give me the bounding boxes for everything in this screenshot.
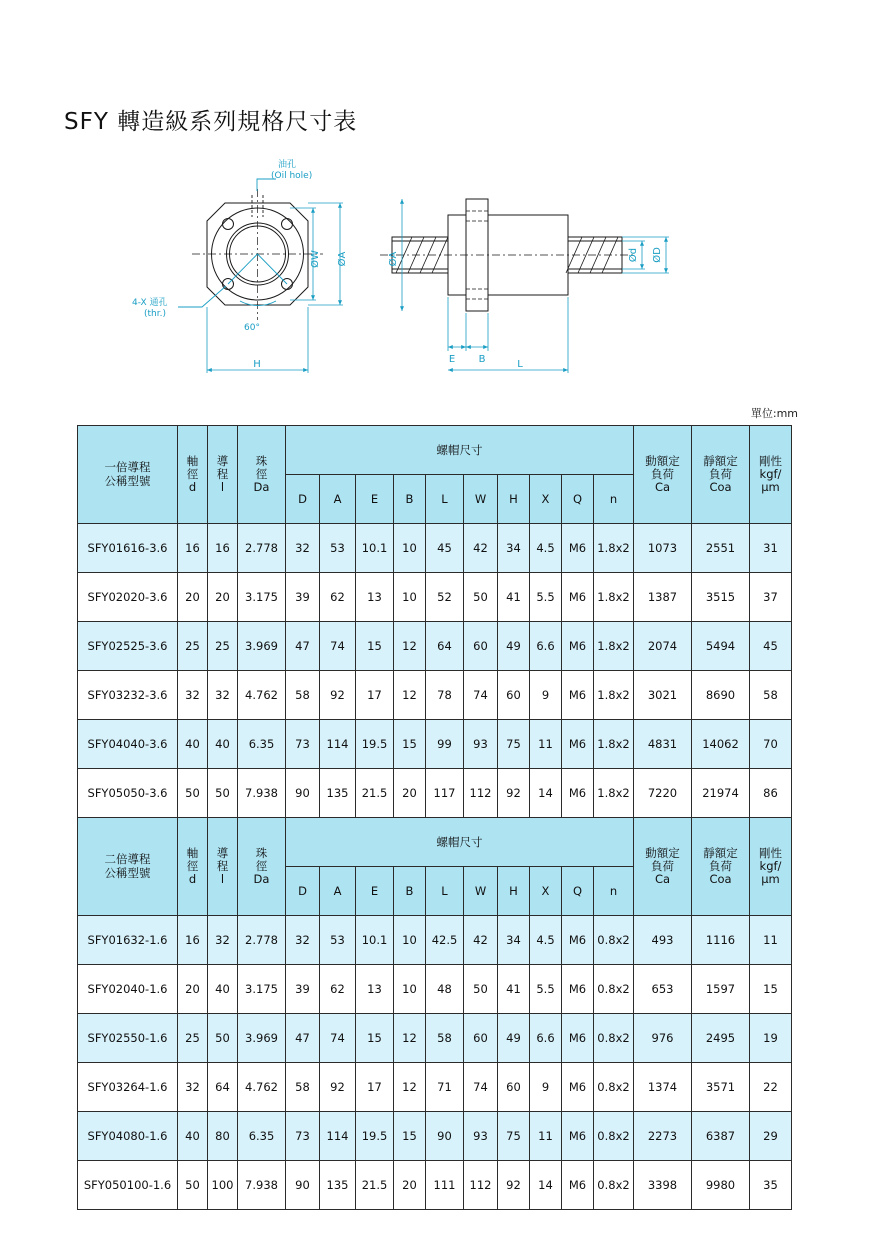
cell-X: 9 bbox=[530, 1063, 562, 1112]
cell-H: 75 bbox=[498, 720, 530, 769]
cell-d: 20 bbox=[178, 965, 208, 1014]
cell-E: 19.5 bbox=[356, 1112, 394, 1161]
cell-E: 10.1 bbox=[356, 524, 394, 573]
cell-Q: M6 bbox=[562, 671, 594, 720]
cell-Q: M6 bbox=[562, 573, 594, 622]
cell-D: 58 bbox=[286, 671, 320, 720]
cell-coa: 2495 bbox=[692, 1014, 750, 1063]
header-nut-n-2: n bbox=[594, 867, 634, 916]
cell-da: 6.35 bbox=[238, 1112, 286, 1161]
cell-D: 39 bbox=[286, 573, 320, 622]
header-nut-H-2: H bbox=[498, 867, 530, 916]
cell-D: 47 bbox=[286, 1014, 320, 1063]
cell-H: 60 bbox=[498, 1063, 530, 1112]
cell-ca: 1387 bbox=[634, 573, 692, 622]
cell-ca: 2074 bbox=[634, 622, 692, 671]
cell-rigidity: 70 bbox=[750, 720, 792, 769]
cell-n: 0.8x2 bbox=[594, 965, 634, 1014]
cell-D: 32 bbox=[286, 916, 320, 965]
svg-text:L: L bbox=[517, 359, 523, 370]
cell-L: 45 bbox=[426, 524, 464, 573]
cell-B: 15 bbox=[394, 720, 426, 769]
cell-E: 21.5 bbox=[356, 769, 394, 818]
cell-D: 90 bbox=[286, 1161, 320, 1210]
cell-rigidity: 15 bbox=[750, 965, 792, 1014]
header-model-line1: 一倍導程 bbox=[104, 459, 151, 474]
cell-Q: M6 bbox=[562, 916, 594, 965]
cell-rigidity: 86 bbox=[750, 769, 792, 818]
cell-L: 99 bbox=[426, 720, 464, 769]
cell-lead: 20 bbox=[208, 573, 238, 622]
table-header-row-group-1 bbox=[78, 426, 792, 475]
cell-H: 60 bbox=[498, 671, 530, 720]
cell-d: 25 bbox=[178, 1014, 208, 1063]
header-model-1 bbox=[78, 426, 178, 524]
cell-H: 75 bbox=[498, 1112, 530, 1161]
cell-E: 21.5 bbox=[356, 1161, 394, 1210]
cell-X: 11 bbox=[530, 1112, 562, 1161]
cell-A: 135 bbox=[320, 1161, 356, 1210]
cell-lead: 32 bbox=[208, 916, 238, 965]
cell-L: 78 bbox=[426, 671, 464, 720]
cell-X: 9 bbox=[530, 671, 562, 720]
cell-lead: 80 bbox=[208, 1112, 238, 1161]
cell-da: 3.175 bbox=[238, 965, 286, 1014]
cell-L: 90 bbox=[426, 1112, 464, 1161]
cell-W: 50 bbox=[464, 965, 498, 1014]
cell-da: 7.938 bbox=[238, 769, 286, 818]
cell-W: 74 bbox=[464, 1063, 498, 1112]
header-nut-D-1: D bbox=[286, 475, 320, 524]
cell-ca: 2273 bbox=[634, 1112, 692, 1161]
cell-W: 50 bbox=[464, 573, 498, 622]
header-rigidity-2: 剛性 kgf/ μm bbox=[750, 818, 792, 916]
table-row bbox=[78, 769, 792, 818]
unit-note: 單位:mm bbox=[750, 407, 798, 420]
header-ca-1: 動額定 負荷 Ca bbox=[634, 426, 692, 524]
cell-da: 7.938 bbox=[238, 1161, 286, 1210]
page-title: SFY 轉造級系列規格尺寸表 bbox=[64, 109, 358, 135]
cell-Q: M6 bbox=[562, 965, 594, 1014]
header-nut-X-1: X bbox=[530, 475, 562, 524]
cell-lead: 50 bbox=[208, 1014, 238, 1063]
table-header-row-group-2 bbox=[78, 818, 792, 867]
cell-X: 11 bbox=[530, 720, 562, 769]
cell-D: 73 bbox=[286, 1112, 320, 1161]
cell-da: 4.762 bbox=[238, 671, 286, 720]
header-nut-A-1: A bbox=[320, 475, 356, 524]
cell-B: 12 bbox=[394, 1063, 426, 1112]
spec-table bbox=[77, 425, 792, 1210]
cell-d: 50 bbox=[178, 769, 208, 818]
cell-A: 114 bbox=[320, 720, 356, 769]
header-nut-n-1: n bbox=[594, 475, 634, 524]
cell-model: SFY02040-1.6 bbox=[78, 965, 178, 1014]
cell-A: 53 bbox=[320, 916, 356, 965]
cell-da: 3.969 bbox=[238, 1014, 286, 1063]
table-row bbox=[78, 916, 792, 965]
cell-model: SFY01632-1.6 bbox=[78, 916, 178, 965]
cell-D: 32 bbox=[286, 524, 320, 573]
cell-L: 71 bbox=[426, 1063, 464, 1112]
cell-A: 92 bbox=[320, 1063, 356, 1112]
cell-coa: 14062 bbox=[692, 720, 750, 769]
header-nut-Q-2: Q bbox=[562, 867, 594, 916]
cell-d: 32 bbox=[178, 671, 208, 720]
cell-W: 74 bbox=[464, 671, 498, 720]
cell-da: 4.762 bbox=[238, 1063, 286, 1112]
cell-E: 13 bbox=[356, 965, 394, 1014]
cell-model: SFY05050-3.6 bbox=[78, 769, 178, 818]
cell-B: 10 bbox=[394, 916, 426, 965]
cell-W: 60 bbox=[464, 1014, 498, 1063]
cell-coa: 1597 bbox=[692, 965, 750, 1014]
cell-W: 42 bbox=[464, 524, 498, 573]
cell-rigidity: 37 bbox=[750, 573, 792, 622]
svg-text:B: B bbox=[478, 354, 486, 365]
header-lead-2: 導 程 l bbox=[208, 818, 238, 916]
header-model-2 bbox=[78, 818, 178, 916]
header-nut-W-1: W bbox=[464, 475, 498, 524]
header-nut-H-1: H bbox=[498, 475, 530, 524]
cell-lead: 40 bbox=[208, 965, 238, 1014]
cell-E: 10.1 bbox=[356, 916, 394, 965]
cell-lead: 25 bbox=[208, 622, 238, 671]
header-coa-2: 靜額定 負荷 Coa bbox=[692, 818, 750, 916]
table-body bbox=[78, 426, 792, 1210]
cell-da: 6.35 bbox=[238, 720, 286, 769]
cell-D: 73 bbox=[286, 720, 320, 769]
cell-n: 1.8x2 bbox=[594, 769, 634, 818]
cell-Q: M6 bbox=[562, 769, 594, 818]
cell-X: 4.5 bbox=[530, 916, 562, 965]
cell-lead: 16 bbox=[208, 524, 238, 573]
cell-model: SFY02020-3.6 bbox=[78, 573, 178, 622]
cell-E: 13 bbox=[356, 573, 394, 622]
svg-text:ØA: ØA bbox=[388, 251, 399, 267]
header-da-2: 珠 徑 Da bbox=[238, 818, 286, 916]
cell-W: 93 bbox=[464, 720, 498, 769]
cell-Q: M6 bbox=[562, 1063, 594, 1112]
cell-ca: 3398 bbox=[634, 1161, 692, 1210]
cell-lead: 32 bbox=[208, 671, 238, 720]
cell-Q: M6 bbox=[562, 1112, 594, 1161]
cell-coa: 2551 bbox=[692, 524, 750, 573]
cell-model: SFY03264-1.6 bbox=[78, 1063, 178, 1112]
cell-d: 16 bbox=[178, 916, 208, 965]
cell-n: 1.8x2 bbox=[594, 524, 634, 573]
cell-d: 16 bbox=[178, 524, 208, 573]
svg-text:E: E bbox=[448, 354, 456, 365]
svg-text:60°: 60° bbox=[244, 323, 260, 333]
cell-D: 90 bbox=[286, 769, 320, 818]
cell-X: 5.5 bbox=[530, 573, 562, 622]
cell-coa: 5494 bbox=[692, 622, 750, 671]
table-row bbox=[78, 720, 792, 769]
cell-B: 12 bbox=[394, 1014, 426, 1063]
cell-coa: 8690 bbox=[692, 671, 750, 720]
cell-model: SFY01616-3.6 bbox=[78, 524, 178, 573]
technical-drawing bbox=[130, 155, 750, 405]
cell-d: 20 bbox=[178, 573, 208, 622]
cell-H: 92 bbox=[498, 769, 530, 818]
cell-ca: 3021 bbox=[634, 671, 692, 720]
cell-ca: 7220 bbox=[634, 769, 692, 818]
cell-A: 62 bbox=[320, 573, 356, 622]
cell-da: 3.175 bbox=[238, 573, 286, 622]
cell-E: 15 bbox=[356, 1014, 394, 1063]
cell-lead: 100 bbox=[208, 1161, 238, 1210]
cell-model: SFY050100-1.6 bbox=[78, 1161, 178, 1210]
cell-L: 117 bbox=[426, 769, 464, 818]
cell-lead: 64 bbox=[208, 1063, 238, 1112]
cell-n: 1.8x2 bbox=[594, 720, 634, 769]
header-nut-E-2: E bbox=[356, 867, 394, 916]
cell-L: 58 bbox=[426, 1014, 464, 1063]
cell-B: 12 bbox=[394, 622, 426, 671]
cell-Q: M6 bbox=[562, 524, 594, 573]
cell-ca: 1073 bbox=[634, 524, 692, 573]
cell-Q: M6 bbox=[562, 720, 594, 769]
cell-da: 3.969 bbox=[238, 622, 286, 671]
cell-da: 2.778 bbox=[238, 524, 286, 573]
cell-L: 52 bbox=[426, 573, 464, 622]
cell-L: 48 bbox=[426, 965, 464, 1014]
cell-model: SFY04040-3.6 bbox=[78, 720, 178, 769]
cell-B: 10 bbox=[394, 965, 426, 1014]
header-d-2: 軸 徑 d bbox=[178, 818, 208, 916]
cell-d: 40 bbox=[178, 1112, 208, 1161]
cell-da: 2.778 bbox=[238, 916, 286, 965]
header-nut-E-1: E bbox=[356, 475, 394, 524]
cell-B: 20 bbox=[394, 769, 426, 818]
header-nut-X-2: X bbox=[530, 867, 562, 916]
svg-text:4-X 通孔: 4-X 通孔 bbox=[132, 298, 168, 308]
cell-H: 49 bbox=[498, 1014, 530, 1063]
table-row bbox=[78, 524, 792, 573]
cell-coa: 1116 bbox=[692, 916, 750, 965]
cell-X: 4.5 bbox=[530, 524, 562, 573]
cell-D: 58 bbox=[286, 1063, 320, 1112]
svg-text:Ød: Ød bbox=[628, 247, 639, 263]
cell-n: 1.8x2 bbox=[594, 671, 634, 720]
svg-text:ØA: ØA bbox=[337, 251, 348, 267]
cell-E: 17 bbox=[356, 1063, 394, 1112]
cell-model: SFY03232-3.6 bbox=[78, 671, 178, 720]
cell-model: SFY02525-3.6 bbox=[78, 622, 178, 671]
cell-coa: 6387 bbox=[692, 1112, 750, 1161]
cell-X: 14 bbox=[530, 769, 562, 818]
cell-H: 92 bbox=[498, 1161, 530, 1210]
header-d-1: 軸 徑 d bbox=[178, 426, 208, 524]
cell-rigidity: 29 bbox=[750, 1112, 792, 1161]
cell-n: 0.8x2 bbox=[594, 1014, 634, 1063]
cell-ca: 493 bbox=[634, 916, 692, 965]
header-rigidity-1: 剛性 kgf/ μm bbox=[750, 426, 792, 524]
cell-Q: M6 bbox=[562, 1161, 594, 1210]
header-nut-D-2: D bbox=[286, 867, 320, 916]
table-row bbox=[78, 965, 792, 1014]
cell-E: 19.5 bbox=[356, 720, 394, 769]
cell-L: 64 bbox=[426, 622, 464, 671]
cell-n: 0.8x2 bbox=[594, 916, 634, 965]
cell-A: 53 bbox=[320, 524, 356, 573]
cell-Q: M6 bbox=[562, 1014, 594, 1063]
svg-text:ØW: ØW bbox=[310, 250, 321, 268]
header-ca-2: 動額定 負荷 Ca bbox=[634, 818, 692, 916]
cell-ca: 1374 bbox=[634, 1063, 692, 1112]
cell-X: 6.6 bbox=[530, 1014, 562, 1063]
cell-coa: 3571 bbox=[692, 1063, 750, 1112]
cell-rigidity: 22 bbox=[750, 1063, 792, 1112]
cell-X: 5.5 bbox=[530, 965, 562, 1014]
svg-text:油孔: 油孔 bbox=[278, 160, 297, 170]
header-model-line2: 公稱型號 bbox=[104, 473, 151, 488]
header-da-1: 珠 徑 Da bbox=[238, 426, 286, 524]
cell-d: 50 bbox=[178, 1161, 208, 1210]
cell-coa: 9980 bbox=[692, 1161, 750, 1210]
cell-lead: 40 bbox=[208, 720, 238, 769]
cell-d: 32 bbox=[178, 1063, 208, 1112]
cell-d: 25 bbox=[178, 622, 208, 671]
header-nut-B-1: B bbox=[394, 475, 426, 524]
table-row bbox=[78, 1014, 792, 1063]
cell-W: 42 bbox=[464, 916, 498, 965]
cell-n: 0.8x2 bbox=[594, 1161, 634, 1210]
cell-n: 1.8x2 bbox=[594, 622, 634, 671]
cell-rigidity: 19 bbox=[750, 1014, 792, 1063]
cell-A: 74 bbox=[320, 622, 356, 671]
header-model-line1: 二倍導程 bbox=[104, 851, 151, 866]
cell-L: 111 bbox=[426, 1161, 464, 1210]
cell-X: 6.6 bbox=[530, 622, 562, 671]
table-row bbox=[78, 573, 792, 622]
header-nut-group-1: 螺帽尺寸 bbox=[286, 426, 634, 475]
cell-coa: 3515 bbox=[692, 573, 750, 622]
header-model-line2: 公稱型號 bbox=[104, 865, 151, 880]
cell-ca: 976 bbox=[634, 1014, 692, 1063]
svg-text:H: H bbox=[253, 359, 261, 370]
header-nut-B-2: B bbox=[394, 867, 426, 916]
cell-B: 12 bbox=[394, 671, 426, 720]
cell-model: SFY02550-1.6 bbox=[78, 1014, 178, 1063]
cell-B: 15 bbox=[394, 1112, 426, 1161]
cell-Q: M6 bbox=[562, 622, 594, 671]
cell-D: 39 bbox=[286, 965, 320, 1014]
header-nut-A-2: A bbox=[320, 867, 356, 916]
cell-A: 92 bbox=[320, 671, 356, 720]
cell-B: 20 bbox=[394, 1161, 426, 1210]
cell-W: 93 bbox=[464, 1112, 498, 1161]
cell-H: 34 bbox=[498, 524, 530, 573]
cell-ca: 4831 bbox=[634, 720, 692, 769]
cell-rigidity: 31 bbox=[750, 524, 792, 573]
table-row bbox=[78, 622, 792, 671]
cell-rigidity: 45 bbox=[750, 622, 792, 671]
header-nut-L-2: L bbox=[426, 867, 464, 916]
header-coa-1: 靜額定 負荷 Coa bbox=[692, 426, 750, 524]
cell-d: 40 bbox=[178, 720, 208, 769]
cell-X: 14 bbox=[530, 1161, 562, 1210]
header-nut-L-1: L bbox=[426, 475, 464, 524]
cell-A: 114 bbox=[320, 1112, 356, 1161]
cell-D: 47 bbox=[286, 622, 320, 671]
cell-E: 15 bbox=[356, 622, 394, 671]
table-row bbox=[78, 1161, 792, 1210]
cell-ca: 653 bbox=[634, 965, 692, 1014]
table-row bbox=[78, 1063, 792, 1112]
header-lead-1: 導 程 l bbox=[208, 426, 238, 524]
cell-A: 62 bbox=[320, 965, 356, 1014]
cell-B: 10 bbox=[394, 524, 426, 573]
cell-W: 112 bbox=[464, 1161, 498, 1210]
cell-rigidity: 11 bbox=[750, 916, 792, 965]
cell-L: 42.5 bbox=[426, 916, 464, 965]
cell-H: 41 bbox=[498, 573, 530, 622]
cell-model: SFY04080-1.6 bbox=[78, 1112, 178, 1161]
header-nut-W-2: W bbox=[464, 867, 498, 916]
cell-rigidity: 58 bbox=[750, 671, 792, 720]
cell-n: 1.8x2 bbox=[594, 573, 634, 622]
cell-W: 60 bbox=[464, 622, 498, 671]
cell-H: 34 bbox=[498, 916, 530, 965]
cell-coa: 21974 bbox=[692, 769, 750, 818]
cell-A: 135 bbox=[320, 769, 356, 818]
cell-A: 74 bbox=[320, 1014, 356, 1063]
svg-text:(Oil hole): (Oil hole) bbox=[271, 171, 313, 181]
cell-E: 17 bbox=[356, 671, 394, 720]
svg-text:(thr.): (thr.) bbox=[144, 309, 166, 319]
cell-W: 112 bbox=[464, 769, 498, 818]
cell-n: 0.8x2 bbox=[594, 1112, 634, 1161]
header-nut-Q-1: Q bbox=[562, 475, 594, 524]
svg-text:ØD: ØD bbox=[652, 247, 663, 263]
cell-n: 0.8x2 bbox=[594, 1063, 634, 1112]
cell-rigidity: 35 bbox=[750, 1161, 792, 1210]
cell-H: 41 bbox=[498, 965, 530, 1014]
cell-B: 10 bbox=[394, 573, 426, 622]
header-nut-group-2: 螺帽尺寸 bbox=[286, 818, 634, 867]
table-row bbox=[78, 671, 792, 720]
table-row bbox=[78, 1112, 792, 1161]
cell-H: 49 bbox=[498, 622, 530, 671]
cell-lead: 50 bbox=[208, 769, 238, 818]
